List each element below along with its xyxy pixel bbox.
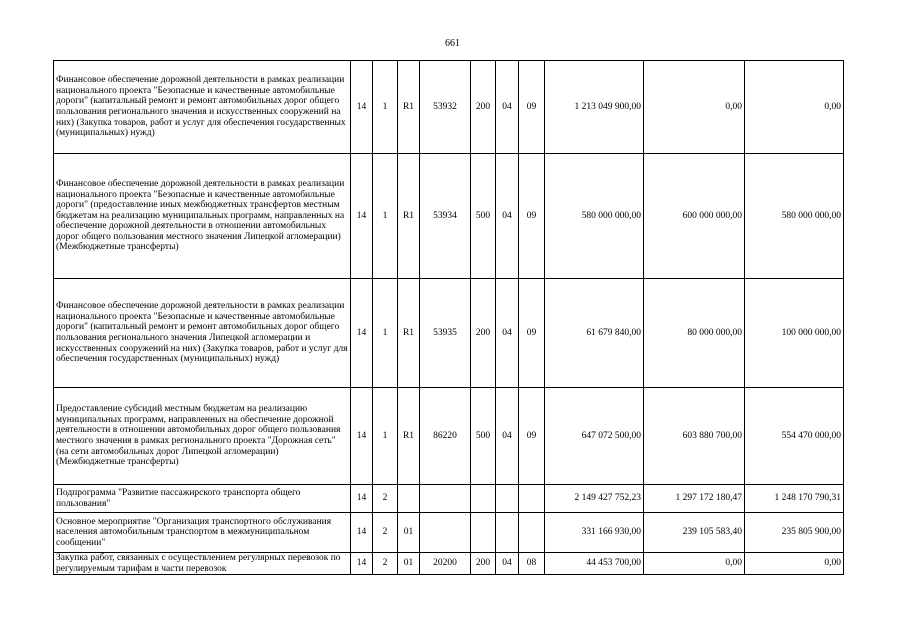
code-expense-type: 200 (471, 553, 496, 575)
table-body (54, 61, 844, 575)
code-direction (420, 485, 471, 513)
code-direction: 53935 (420, 279, 471, 388)
row-name: Основное мероприятие "Организация транспортного обслуживания населения автомобильным транспортом в межмуниципальном сообщении" (54, 513, 351, 553)
code-subprogram: 1 (373, 388, 398, 485)
amount-year-1: 2 149 427 752,23 (545, 485, 644, 513)
code-subsection (519, 485, 545, 513)
code-section: 04 (496, 388, 519, 485)
code-event: R1 (398, 154, 420, 279)
code-subprogram: 1 (373, 279, 398, 388)
amount-year-3: 580 000 000,00 (745, 154, 844, 279)
code-expense-type (471, 513, 496, 553)
amount-year-1: 331 166 930,00 (545, 513, 644, 553)
amount-year-2: 80 000 000,00 (644, 279, 745, 388)
code-expense-type: 200 (471, 279, 496, 388)
code-subsection: 08 (519, 553, 545, 575)
code-section: 04 (496, 154, 519, 279)
row-name: Финансовое обеспечение дорожной деятельности в рамках реализации национального проекта "Безопасные и качественные автомобильные дороги" (капитальный ремонт и ремонт автомобильных дорог общего пользования регионального значения Липецкой агломерации и искусственных сооружений на них) (Закупка товаров, работ и услуг для обеспечения государственных (муниципальных) нужд) (54, 279, 351, 388)
code-event (398, 485, 420, 513)
code-subprogram: 2 (373, 485, 398, 513)
code-subsection: 09 (519, 154, 545, 279)
code-section (496, 485, 519, 513)
amount-year-1: 44 453 700,00 (545, 553, 644, 575)
amount-year-2: 1 297 172 180,47 (644, 485, 745, 513)
row-name: Финансовое обеспечение дорожной деятельности в рамках реализации национального проекта "Безопасные и качественные автомобильные дороги" (предоставление иных межбюджетных трансфертов местным бюджетам на реализацию муниципальных программ, направленных на обеспечение дорожной деятельности в отношении автомобильных дорог общего пользования местного значения Липецкой агломерации) (Межбюджетные трансферты) (54, 154, 351, 279)
code-direction: 86220 (420, 388, 471, 485)
code-section: 04 (496, 61, 519, 154)
amount-year-2: 600 000 000,00 (644, 154, 745, 279)
row-name: Закупка работ, связанных с осуществлением регулярных перевозок по регулируемым тарифам в части перевозок (54, 553, 351, 575)
code-event: 01 (398, 513, 420, 553)
code-program: 14 (351, 154, 373, 279)
code-expense-type: 500 (471, 388, 496, 485)
code-direction: 53934 (420, 154, 471, 279)
amount-year-1: 61 679 840,00 (545, 279, 644, 388)
row-name: Финансовое обеспечение дорожной деятельности в рамках реализации национального проекта "Безопасные и качественные автомобильные дороги" (капитальный ремонт и ремонт автомобильных дорог общего пользования регионального значения и искусственных сооружений на них) (Закупка товаров, работ и услуг для обеспечения государственных (муниципальных) нужд) (54, 61, 351, 154)
code-program: 14 (351, 61, 373, 154)
code-subsection: 09 (519, 279, 545, 388)
amount-year-3: 0,00 (745, 553, 844, 575)
table-row (54, 154, 844, 279)
amount-year-2: 603 880 700,00 (644, 388, 745, 485)
code-program: 14 (351, 553, 373, 575)
code-expense-type: 500 (471, 154, 496, 279)
code-program: 14 (351, 388, 373, 485)
table-row (54, 279, 844, 388)
code-event: R1 (398, 279, 420, 388)
code-subprogram: 1 (373, 154, 398, 279)
code-program: 14 (351, 513, 373, 553)
table-row (54, 61, 844, 154)
code-subprogram: 1 (373, 61, 398, 154)
amount-year-3: 100 000 000,00 (745, 279, 844, 388)
code-direction (420, 513, 471, 553)
code-subprogram: 2 (373, 553, 398, 575)
code-subsection: 09 (519, 388, 545, 485)
code-expense-type: 200 (471, 61, 496, 154)
code-section: 04 (496, 553, 519, 575)
amount-year-3: 554 470 000,00 (745, 388, 844, 485)
code-program: 14 (351, 485, 373, 513)
code-direction: 53932 (420, 61, 471, 154)
amount-year-2: 239 105 583,40 (644, 513, 745, 553)
code-subsection: 09 (519, 61, 545, 154)
page-number: 661 (445, 38, 460, 49)
code-event: R1 (398, 61, 420, 154)
code-subprogram: 2 (373, 513, 398, 553)
code-direction: 20200 (420, 553, 471, 575)
amount-year-2: 0,00 (644, 553, 745, 575)
row-name: Предоставление субсидий местным бюджетам на реализацию муниципальных программ, направленных на обеспечение дорожной деятельности в отношении автомобильных дорог общего пользования местного значения в рамках регионального проекта "Дорожная сеть" (на сети автомобильных дорог Липецкой агломерации) (Межбюджетные трансферты) (54, 388, 351, 485)
amount-year-1: 1 213 049 900,00 (545, 61, 644, 154)
amount-year-1: 647 072 500,00 (545, 388, 644, 485)
code-program: 14 (351, 279, 373, 388)
row-name: Подпрограмма "Развитие пассажирского транспорта общего пользования" (54, 485, 351, 513)
table-row (54, 388, 844, 485)
amount-year-3: 0,00 (745, 61, 844, 154)
amount-year-2: 0,00 (644, 61, 745, 154)
amount-year-1: 580 000 000,00 (545, 154, 644, 279)
budget-table (53, 60, 844, 575)
table-row (54, 513, 844, 553)
code-event: R1 (398, 388, 420, 485)
code-event: 01 (398, 553, 420, 575)
code-section (496, 513, 519, 553)
amount-year-3: 235 805 900,00 (745, 513, 844, 553)
code-section: 04 (496, 279, 519, 388)
table-row (54, 485, 844, 513)
amount-year-3: 1 248 170 790,31 (745, 485, 844, 513)
code-expense-type (471, 485, 496, 513)
code-subsection (519, 513, 545, 553)
table-row (54, 553, 844, 575)
